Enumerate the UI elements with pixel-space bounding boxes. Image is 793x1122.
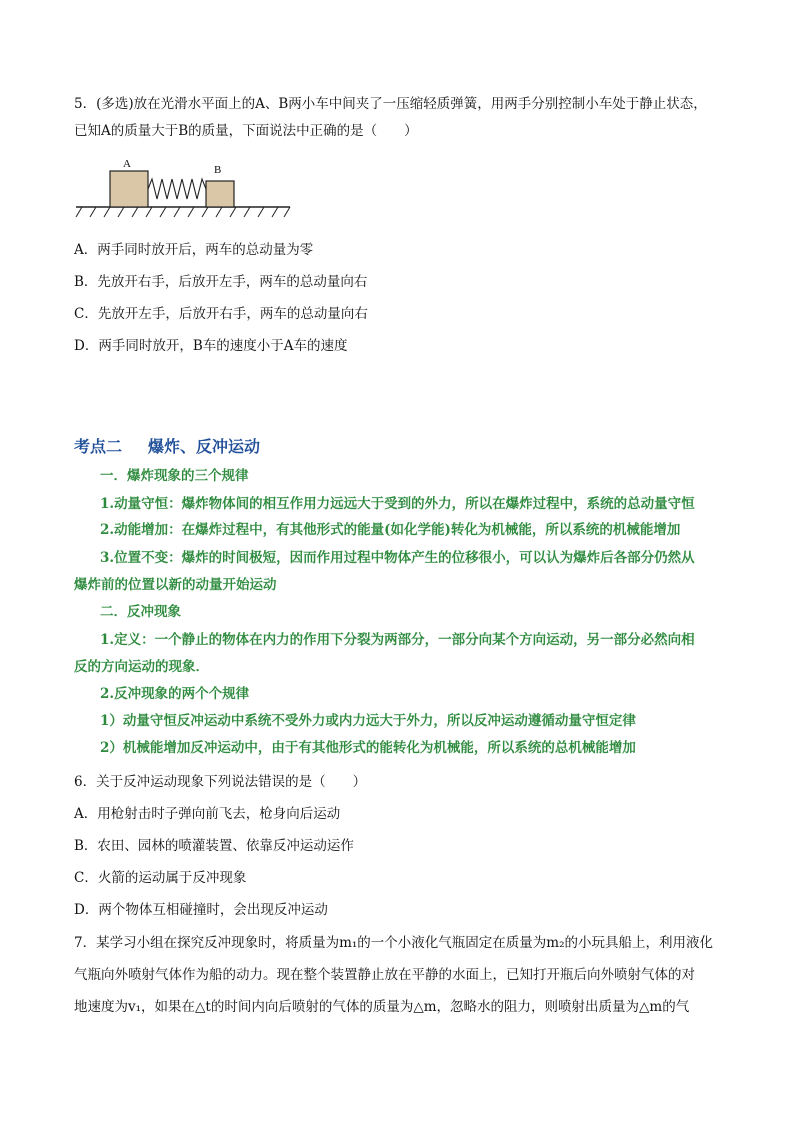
q5-option-d: D．两手同时放开，B车的速度小于A车的速度 xyxy=(74,338,348,354)
q5-option-c: C．先放开左手，后放开右手，两车的总动量向右 xyxy=(74,306,368,322)
cart-a xyxy=(110,171,148,207)
q5-stem-line2: 已知A的质量大于B的质量，下面说法中正确的是（ ） xyxy=(74,123,418,139)
note-recoil-heading: 二．反冲现象 xyxy=(100,604,181,620)
note-recoil-rule-1: 1）动量守恒反冲运动中系统不受外力或内力远大于外力，所以反冲运动遵循动量守恒定律 xyxy=(100,713,636,729)
q5-stem-line1: 5．(多选)放在光滑水平面上的A、B两小车中间夹了一压缩轻质弹簧，用两手分别控制小车处于静止状态， xyxy=(74,96,707,112)
section-title: 爆炸、反冲运动 xyxy=(148,437,261,456)
q7-stem-line1: 7．某学习小组在探究反冲现象时，将质量为m₁的一个小液化气瓶固定在质量为m₂的小玩具船上，利用液化 xyxy=(74,935,714,951)
note-explosion-heading: 一．爆炸现象的三个规律 xyxy=(100,468,249,484)
note-recoil-rules-heading: 2.反冲现象的两个个规律 xyxy=(100,686,250,702)
spring xyxy=(148,179,206,199)
section-heading xyxy=(74,434,260,457)
spring-cart-figure xyxy=(72,155,294,221)
q6-option-d: D．两个物体互相碰撞时，会出现反冲运动 xyxy=(74,902,328,918)
q6-option-a: A．用枪射击时子弹向前飞去，枪身向后运动 xyxy=(74,806,341,822)
q5-option-a: A．两手同时放开后，两车的总动量为零 xyxy=(74,242,314,258)
note-recoil-definition: 1.定义：一个静止的物体在内力的作用下分裂为两部分，一部分向某个方向运动，另一部分必然向相 xyxy=(100,632,695,648)
note-recoil-rule-2: 2）机械能增加反冲运动中，由于有其他形式的能转化为机械能，所以系统的总机械能增加 xyxy=(100,740,636,756)
q6-option-c: C．火箭的运动属于反冲现象 xyxy=(74,870,247,886)
q7-stem-line2: 气瓶向外喷射气体作为船的动力。现在整个装置静止放在平静的水面上，已知打开瓶后向外喷射气体的对 xyxy=(74,967,695,983)
cart-a-label: A xyxy=(123,158,131,170)
q6-stem: 6．关于反冲运动现象下列说法错误的是（ ） xyxy=(74,774,367,790)
note-recoil-definition-cont: 反的方向运动的现象． xyxy=(74,659,209,675)
q7-stem-line3: 地速度为v₁，如果在△t的时间内向后喷射的气体的质量为△m，忽略水的阻力，则喷射出质量为△m的气 xyxy=(74,999,690,1015)
note-explosion-rule-1: 1.动量守恒：爆炸物体间的相互作用力远远大于受到的外力，所以在爆炸过程中，系统的总动量守恒 xyxy=(100,496,695,512)
cart-b-label: B xyxy=(214,164,222,176)
note-explosion-rule-3: 3.位置不变：爆炸的时间极短，因而作用过程中物体产生的位移很小，可以认为爆炸后各部分仍然从 xyxy=(100,550,695,566)
section-number: 考点二 xyxy=(74,437,123,456)
cart-b xyxy=(206,181,234,207)
note-explosion-rule-3-cont: 爆炸前的位置以新的动量开始运动 xyxy=(74,577,277,593)
ground-hatch xyxy=(76,207,290,217)
q5-option-b: B．先放开右手，后放开左手，两车的总动量向右 xyxy=(74,274,368,290)
q6-option-b: B．农田、园林的喷灌装置、依靠反冲运动运作 xyxy=(74,838,354,854)
note-explosion-rule-2: 2.动能增加：在爆炸过程中，有其他形式的能量(如化学能)转化为机械能，所以系统的机械能增加 xyxy=(100,522,681,538)
